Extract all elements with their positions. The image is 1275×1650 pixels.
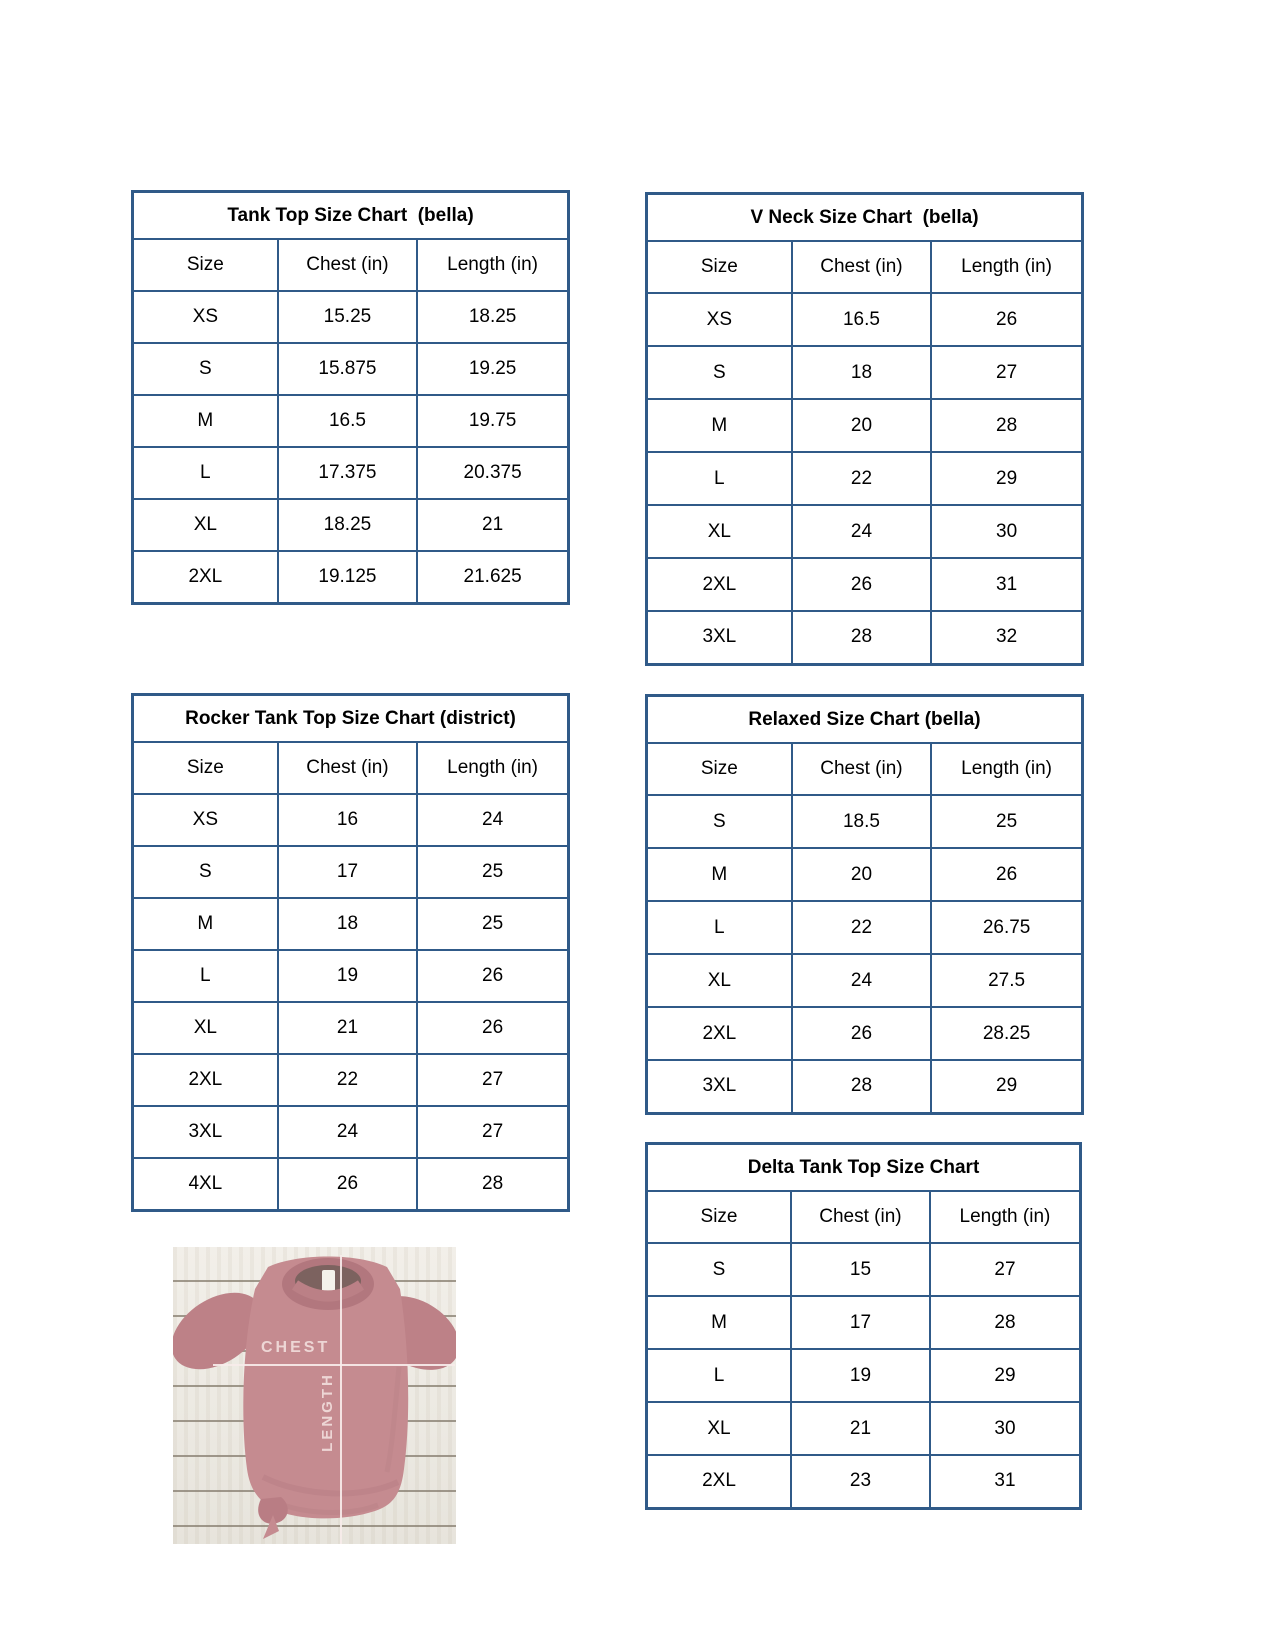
table-title-row	[647, 1144, 1081, 1192]
column-header: Chest (in)	[792, 241, 932, 293]
table-cell: 2XL	[133, 1054, 278, 1106]
table-row	[133, 846, 569, 898]
table-cell: XL	[647, 1402, 792, 1455]
table-row	[133, 1158, 569, 1210]
table-cell: 26.75	[931, 901, 1082, 954]
table-row	[647, 558, 1083, 611]
column-header: Length (in)	[417, 742, 568, 794]
length-measure-line	[340, 1255, 342, 1544]
table-cell: 26	[417, 950, 568, 1002]
table-cell: 15.25	[278, 291, 418, 343]
table-cell: 18	[792, 346, 932, 399]
table-row	[647, 1402, 1081, 1455]
column-header: Size	[647, 1191, 792, 1243]
table-cell: L	[647, 901, 792, 954]
table-cell: 19.75	[417, 395, 568, 447]
table-cell: 28	[931, 399, 1082, 452]
table-cell: 15	[791, 1243, 930, 1296]
tshirt-collar	[282, 1258, 374, 1310]
table-cell: 30	[930, 1402, 1081, 1455]
table-cell: M	[133, 395, 278, 447]
table-cell: XS	[133, 794, 278, 846]
table-cell: 29	[930, 1349, 1081, 1402]
table-cell: S	[133, 846, 278, 898]
table-row	[647, 1060, 1083, 1113]
table-row	[647, 611, 1083, 664]
table-cell: 22	[278, 1054, 418, 1106]
table-cell: 2XL	[647, 558, 792, 611]
table-cell: M	[133, 898, 278, 950]
column-header: Size	[133, 742, 278, 794]
table-cell: 25	[931, 795, 1082, 848]
tshirt-graphic	[173, 1247, 456, 1544]
table-cell: 2XL	[647, 1007, 792, 1060]
table-cell: 18	[278, 898, 418, 950]
table-cell: XS	[133, 291, 278, 343]
table-row	[133, 291, 569, 343]
table-row	[133, 1106, 569, 1158]
table-cell: 20	[792, 399, 932, 452]
table-cell: 19	[791, 1349, 930, 1402]
table-row	[647, 848, 1083, 901]
table-cell: L	[133, 447, 278, 499]
table-cell: 21.625	[417, 551, 568, 603]
table-cell: S	[647, 795, 792, 848]
table-cell: 19.25	[417, 343, 568, 395]
column-header: Length (in)	[931, 743, 1082, 795]
shirt-measurement-photo	[173, 1247, 456, 1544]
table-title: Rocker Tank Top Size Chart (district)	[133, 695, 569, 743]
table-cell: S	[647, 1243, 792, 1296]
tshirt-knot	[258, 1497, 288, 1539]
table-cell: 20	[792, 848, 932, 901]
table-title-row	[647, 696, 1083, 744]
table-title-row	[133, 695, 569, 743]
table-row	[647, 795, 1083, 848]
table-cell: 20.375	[417, 447, 568, 499]
table-row	[647, 954, 1083, 1007]
table-row	[133, 395, 569, 447]
table-cell: 27	[930, 1243, 1081, 1296]
table-cell: 26	[417, 1002, 568, 1054]
column-header: Size	[647, 743, 792, 795]
table-cell: 19.125	[278, 551, 418, 603]
table-cell: XL	[133, 1002, 278, 1054]
table-cell: XL	[647, 505, 792, 558]
table-cell: 18.25	[278, 499, 418, 551]
table-cell: 18.5	[792, 795, 932, 848]
table-row	[133, 1054, 569, 1106]
table-relaxed-bella	[645, 694, 1084, 1115]
column-header: Chest (in)	[278, 742, 418, 794]
table-row	[133, 1002, 569, 1054]
table-row	[133, 343, 569, 395]
table-cell: 23	[791, 1455, 930, 1508]
table-cell: 17	[791, 1296, 930, 1349]
column-header: Size	[647, 241, 792, 293]
table-cell: XS	[647, 293, 792, 346]
table-cell: L	[647, 1349, 792, 1402]
table-title: Delta Tank Top Size Chart	[647, 1144, 1081, 1192]
chest-measure-line	[213, 1364, 455, 1366]
table-cell: 30	[931, 505, 1082, 558]
size-table-tank-top-bella	[131, 190, 570, 605]
chest-measure-label: CHEST	[261, 1339, 331, 1356]
size-table-rocker-tank-top-district	[131, 693, 570, 1212]
table-cell: 24	[792, 505, 932, 558]
table-cell: 22	[792, 452, 932, 505]
table-cell: L	[647, 452, 792, 505]
table-row	[647, 1455, 1081, 1508]
table-row	[647, 293, 1083, 346]
column-header: Length (in)	[417, 239, 568, 291]
table-row	[647, 399, 1083, 452]
table-cell: 28.25	[931, 1007, 1082, 1060]
table-cell: 31	[931, 558, 1082, 611]
size-table-v-neck-bella	[645, 192, 1084, 666]
table-cell: 28	[792, 611, 932, 664]
table-cell: 15.875	[278, 343, 418, 395]
table-row	[647, 1243, 1081, 1296]
table-cell: 25	[417, 898, 568, 950]
table-cell: 16.5	[278, 395, 418, 447]
column-header: Chest (in)	[792, 743, 932, 795]
table-cell: 3XL	[647, 1060, 792, 1113]
table-cell: 21	[278, 1002, 418, 1054]
table-row	[133, 950, 569, 1002]
length-measure-label: LENGTH	[319, 1372, 336, 1452]
table-cell: 28	[792, 1060, 932, 1113]
table-cell: 25	[417, 846, 568, 898]
table-cell: 4XL	[133, 1158, 278, 1210]
table-cell: 3XL	[647, 611, 792, 664]
table-cell: 3XL	[133, 1106, 278, 1158]
table-cell: 2XL	[647, 1455, 792, 1508]
table-cell: 26	[931, 293, 1082, 346]
table-header-row	[133, 239, 569, 291]
table-cell: 27	[417, 1054, 568, 1106]
table-cell: 2XL	[133, 551, 278, 603]
table-cell: 18.25	[417, 291, 568, 343]
table-cell: 29	[931, 452, 1082, 505]
table-cell: 26	[792, 1007, 932, 1060]
table-delta-tank-top	[645, 1142, 1082, 1510]
table-row	[647, 901, 1083, 954]
table-title: Relaxed Size Chart (bella)	[647, 696, 1083, 744]
table-cell: 21	[791, 1402, 930, 1455]
table-cell: 32	[931, 611, 1082, 664]
table-tank-top-bella	[131, 190, 570, 605]
table-cell: M	[647, 399, 792, 452]
table-cell: 24	[792, 954, 932, 1007]
column-header: Length (in)	[931, 241, 1082, 293]
table-cell: 26	[278, 1158, 418, 1210]
table-row	[133, 794, 569, 846]
table-cell: 22	[792, 901, 932, 954]
table-cell: 24	[278, 1106, 418, 1158]
table-row	[133, 551, 569, 603]
table-row	[647, 346, 1083, 399]
column-header: Size	[133, 239, 278, 291]
table-rocker-tank-top-district	[131, 693, 570, 1212]
table-header-row	[647, 743, 1083, 795]
table-header-row	[647, 1191, 1081, 1243]
table-row	[133, 898, 569, 950]
table-row	[133, 447, 569, 499]
table-row	[133, 499, 569, 551]
table-header-row	[647, 241, 1083, 293]
table-cell: 16.5	[792, 293, 932, 346]
table-cell: 27.5	[931, 954, 1082, 1007]
table-title: Tank Top Size Chart (bella)	[133, 192, 569, 240]
table-cell: 16	[278, 794, 418, 846]
table-cell: M	[647, 848, 792, 901]
table-cell: 26	[792, 558, 932, 611]
table-cell: S	[133, 343, 278, 395]
table-cell: 21	[417, 499, 568, 551]
table-cell: XL	[647, 954, 792, 1007]
table-cell: 17	[278, 846, 418, 898]
size-table-delta-tank-top	[645, 1142, 1082, 1510]
table-cell: L	[133, 950, 278, 1002]
table-cell: XL	[133, 499, 278, 551]
column-header: Chest (in)	[791, 1191, 930, 1243]
size-table-relaxed-bella	[645, 694, 1084, 1115]
table-cell: 28	[417, 1158, 568, 1210]
table-header-row	[133, 742, 569, 794]
table-cell: 27	[931, 346, 1082, 399]
table-v-neck-bella	[645, 192, 1084, 666]
table-cell: 29	[931, 1060, 1082, 1113]
table-title: V Neck Size Chart (bella)	[647, 194, 1083, 242]
column-header: Chest (in)	[278, 239, 418, 291]
table-cell: 24	[417, 794, 568, 846]
table-row	[647, 1349, 1081, 1402]
table-cell: S	[647, 346, 792, 399]
table-row	[647, 1007, 1083, 1060]
column-header: Length (in)	[930, 1191, 1081, 1243]
table-cell: 17.375	[278, 447, 418, 499]
table-row	[647, 1296, 1081, 1349]
table-title-row	[647, 194, 1083, 242]
table-cell: 19	[278, 950, 418, 1002]
table-cell: 31	[930, 1455, 1081, 1508]
table-row	[647, 452, 1083, 505]
table-row	[647, 505, 1083, 558]
table-cell: 27	[417, 1106, 568, 1158]
table-cell: 28	[930, 1296, 1081, 1349]
table-title-row	[133, 192, 569, 240]
table-cell: 26	[931, 848, 1082, 901]
table-cell: M	[647, 1296, 792, 1349]
